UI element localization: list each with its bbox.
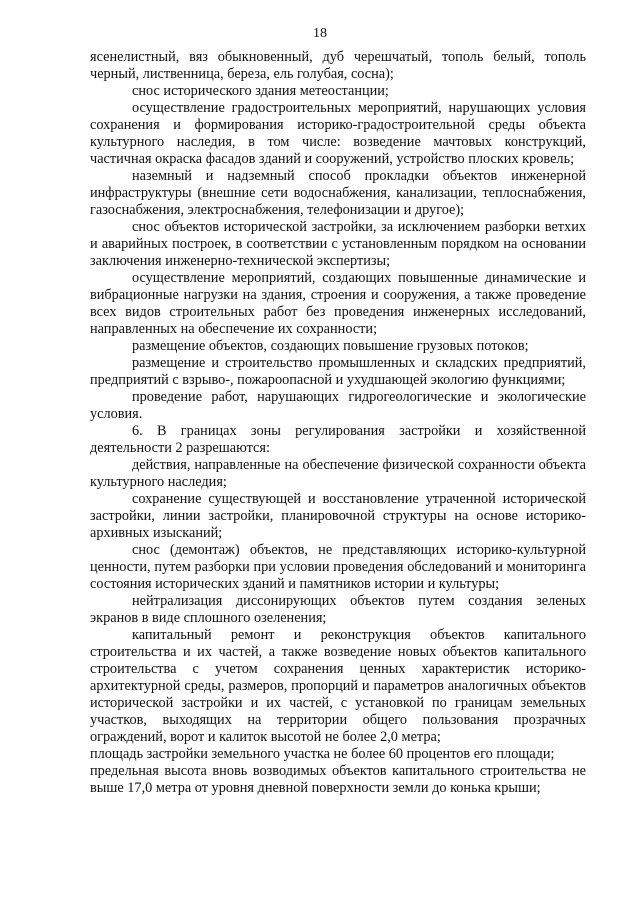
paragraph-15: капитальный ремонт и реконструкция объектов капитального строительства и их частей, а также возведение новых объектов капитального строительства с учетом сохранения ценных характеристик историко-архитектурной среды, размеров, пропорций и параметров аналогичных объектов исторической застройки и их частей, с установкой по границам земельных участков, выходящих на территории общего пользования прозрачных ограждений, ворот и калиток высотой не более 2,0 метра; [90, 627, 586, 745]
paragraph-14: нейтрализация диссонирующих объектов путем создания зеленых экранов в виде сплошного озеленения; [90, 593, 586, 626]
paragraph-4: наземный и надземный способ прокладки объектов инженерной инфраструктуры (внешние сети водоснабжения, канализации, теплоснабжения, газоснабжения, электроснабжения, телефонизации и другое); [90, 168, 586, 218]
paragraph-3: осуществление градостроительных мероприятий, нарушающих условия сохранения и формирования историко-градостроительной среды объекта культурного наследия, в том числе: возведение мачтовых конструкций, частичная окраска фасадов зданий и сооружений, устройство плоских кровель; [90, 100, 586, 167]
paragraph-12: сохранение существующей и восстановление утраченной исторической застройки, линии застройки, планировочной структуры на основе историко-архивных изысканий; [90, 491, 586, 541]
paragraph-8: размещение и строительство промышленных и складских предприятий, предприятий с взрыво-, пожароопасной и ухудшающей экологию функциями; [90, 355, 586, 388]
paragraph-2: снос исторического здания метеостанции; [132, 83, 389, 99]
page-number: 18 [313, 26, 327, 41]
paragraph-5: снос объектов исторической застройки, за исключением разборки ветхих и аварийных построек, в соответствии с установленным порядком на основании заключения инженерно-технической экспертизы; [90, 219, 586, 269]
paragraph-17: предельная высота вновь возводимых объектов капитального строительства не выше 17,0 метра от уровня дневной поверхности земли до конька крыши; [90, 763, 586, 796]
paragraph-11: действия, направленные на обеспечение физической сохранности объекта культурного наследия; [90, 457, 586, 490]
paragraph-1: ясенелистный, вяз обыкновенный, дуб черешчатый, тополь белый, тополь черный, лиственница, береза, ель голубая, сосна); [90, 49, 586, 82]
paragraph-6: осуществление мероприятий, создающих повышенные динамические и вибрационные нагрузки на здания, строения и сооружения, а также проведение всех видов строительных работ без проведения инженерных исследований, направленных на обеспечение их сохранности; [90, 270, 586, 337]
document-body [90, 49, 586, 797]
paragraph-9: проведение работ, нарушающих гидрогеологические и экологические условия. [90, 389, 586, 422]
paragraph-13: снос (демонтаж) объектов, не представляющих историко-культурной ценности, путем разборки при условии проведения обследований и мониторинга состояния исторических зданий и памятников истории и культуры; [90, 542, 586, 592]
paragraph-16: площадь застройки земельного участка не более 60 процентов его площади; [90, 746, 555, 762]
paragraph-7: размещение объектов, создающих повышение грузовых потоков; [132, 338, 529, 354]
section-6-heading-paragraph: 6. В границах зоны регулирования застройки и хозяйственной деятельности 2 разрешаются: [90, 423, 586, 456]
